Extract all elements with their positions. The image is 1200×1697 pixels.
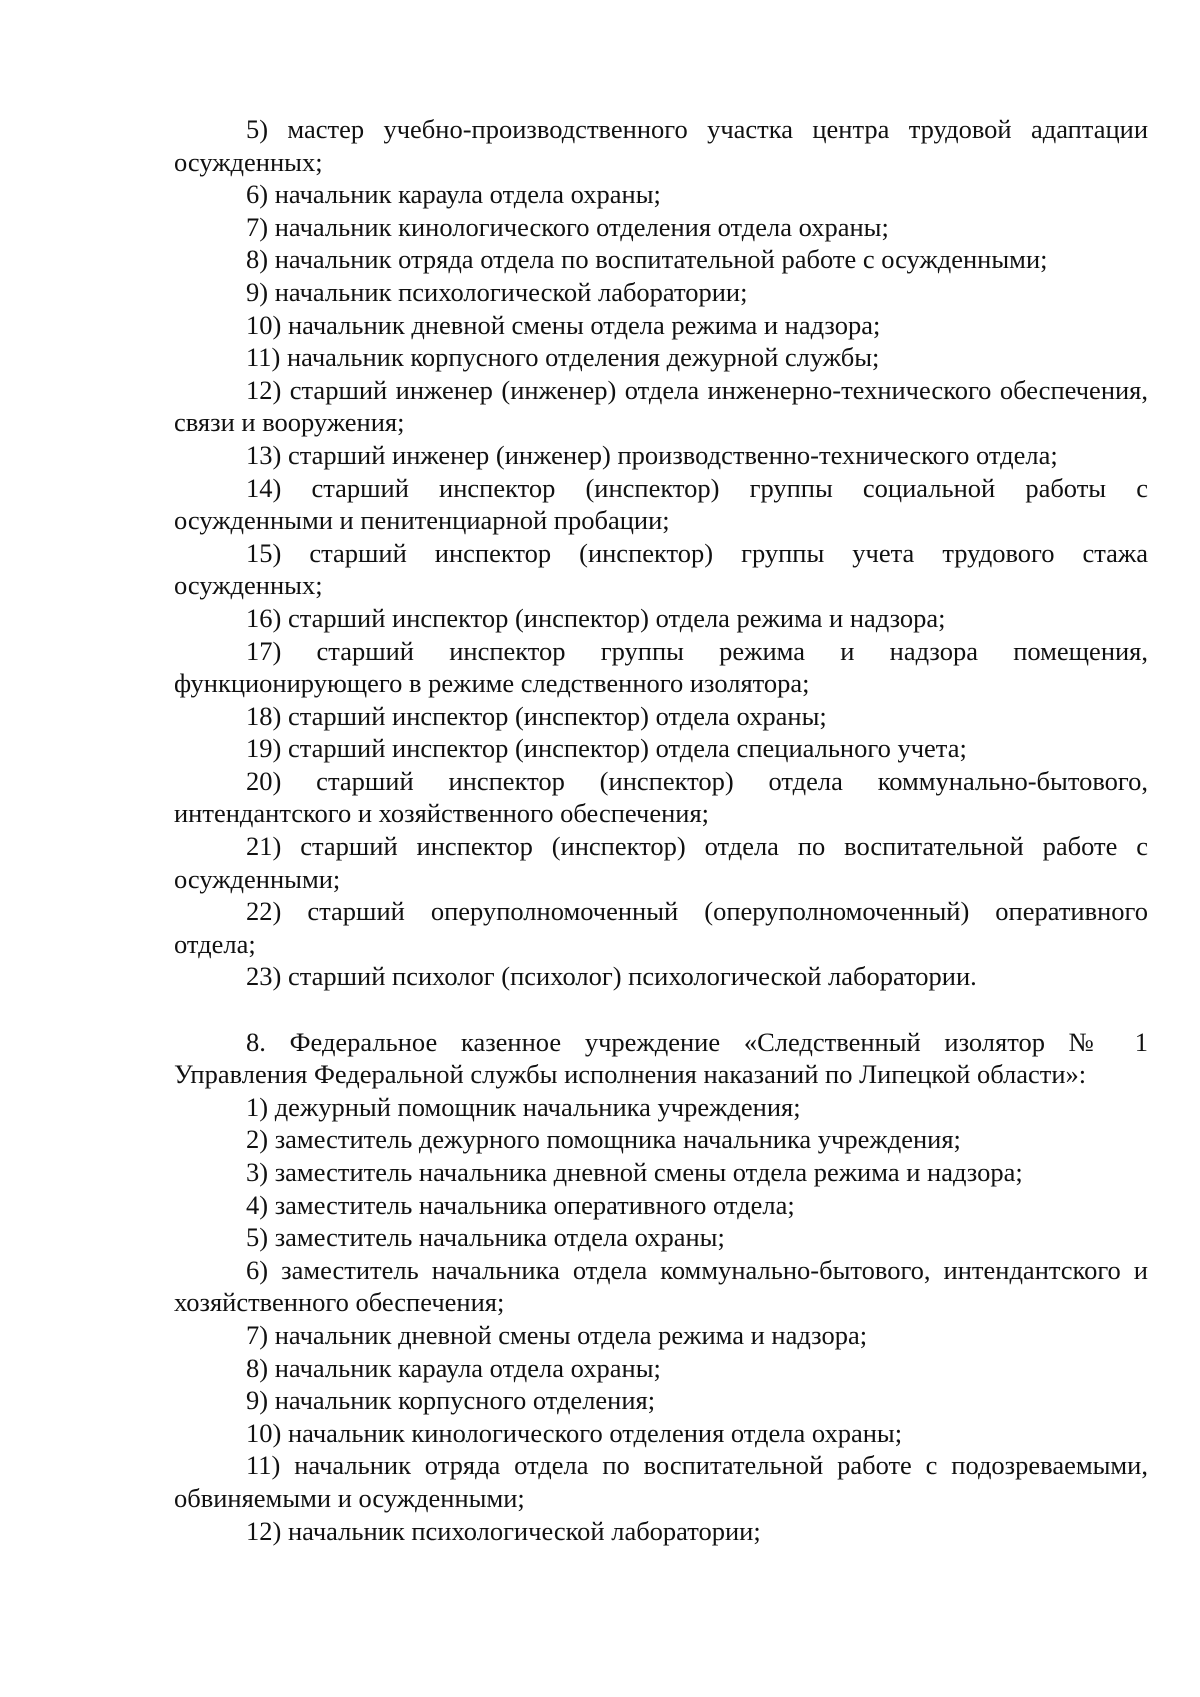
- list-item: 2) заместитель дежурного помощника начальника учреждения;: [246, 1124, 961, 1155]
- section-heading: 8. Федеральное казенное учреждение «Следственный изолятор № 1 Управления Федеральной службы исполнения наказаний по Липецкой области»:: [174, 1026, 1148, 1090]
- list-item: 6) заместитель начальника отдела коммунально-бытового, интендантского и хозяйственного обеспечения;: [174, 1254, 1148, 1318]
- list-item: 8) начальник караула отдела охраны;: [246, 1352, 661, 1383]
- document-page: [174, 113, 1148, 1547]
- list-item: 7) начальник кинологического отделения отдела охраны;: [246, 211, 889, 242]
- list-item: 15) старший инспектор (инспектор) группы учета трудового стажа осужденных;: [174, 537, 1148, 601]
- list-item: 17) старший инспектор группы режима и надзора помещения, функционирующего в режиме следственного изолятора;: [174, 635, 1148, 699]
- list-item: 21) старший инспектор (инспектор) отдела по воспитательной работе с осужденными;: [174, 831, 1148, 894]
- list-item: 16) старший инспектор (инспектор) отдела режима и надзора;: [246, 602, 946, 633]
- list-item: 19) старший инспектор (инспектор) отдела специального учета;: [246, 733, 967, 764]
- list-item: 20) старший инспектор (инспектор) отдела коммунально-бытового, интендантского и хозяйственного обеспечения;: [174, 765, 1148, 829]
- list-item: 6) начальник караула отдела охраны;: [246, 179, 661, 210]
- list-item: 4) заместитель начальника оперативного отдела;: [246, 1189, 795, 1220]
- list-item: 9) начальник корпусного отделения;: [246, 1385, 656, 1416]
- list-item: 12) старший инженер (инженер) отдела инженерно-технического обеспечения, связи и вооружения;: [174, 374, 1148, 438]
- list-item: 22) старший оперуполномоченный (оперуполномоченный) оперативного отдела;: [174, 896, 1148, 959]
- list-item: 11) начальник отряда отдела по воспитательной работе с подозреваемыми, обвиняемыми и осужденными;: [174, 1450, 1148, 1513]
- list-item: 13) старший инженер (инженер) производственно-технического отдела;: [246, 439, 1058, 470]
- list-item: 23) старший психолог (психолог) психологической лаборатории.: [246, 961, 977, 992]
- list-item: 14) старший инспектор (инспектор) группы социальной работы с осужденными и пенитенциарной пробации;: [174, 472, 1148, 536]
- list-item: 9) начальник психологической лаборатории;: [246, 276, 748, 307]
- list-item: 7) начальник дневной смены отдела режима и надзора;: [246, 1319, 868, 1350]
- list-item: 18) старший инспектор (инспектор) отдела охраны;: [246, 700, 827, 731]
- list-item: 5) мастер учебно-производственного участка центра трудовой адаптации осужденных;: [174, 114, 1148, 177]
- list-item: 10) начальник дневной смены отдела режима и надзора;: [246, 309, 881, 340]
- list-item: 12) начальник психологической лаборатории;: [246, 1515, 761, 1546]
- list-item: 1) дежурный помощник начальника учреждения;: [246, 1091, 801, 1122]
- list-item: 8) начальник отряда отдела по воспитательной работе с осужденными;: [246, 244, 1048, 275]
- paragraph-spacer: [174, 993, 1148, 1026]
- list-item: 11) начальник корпусного отделения дежурной службы;: [246, 342, 880, 373]
- list-item: 10) начальник кинологического отделения отдела охраны;: [246, 1417, 903, 1448]
- list-item: 5) заместитель начальника отдела охраны;: [246, 1222, 725, 1253]
- list-item: 3) заместитель начальника дневной смены отдела режима и надзора;: [246, 1157, 1023, 1187]
